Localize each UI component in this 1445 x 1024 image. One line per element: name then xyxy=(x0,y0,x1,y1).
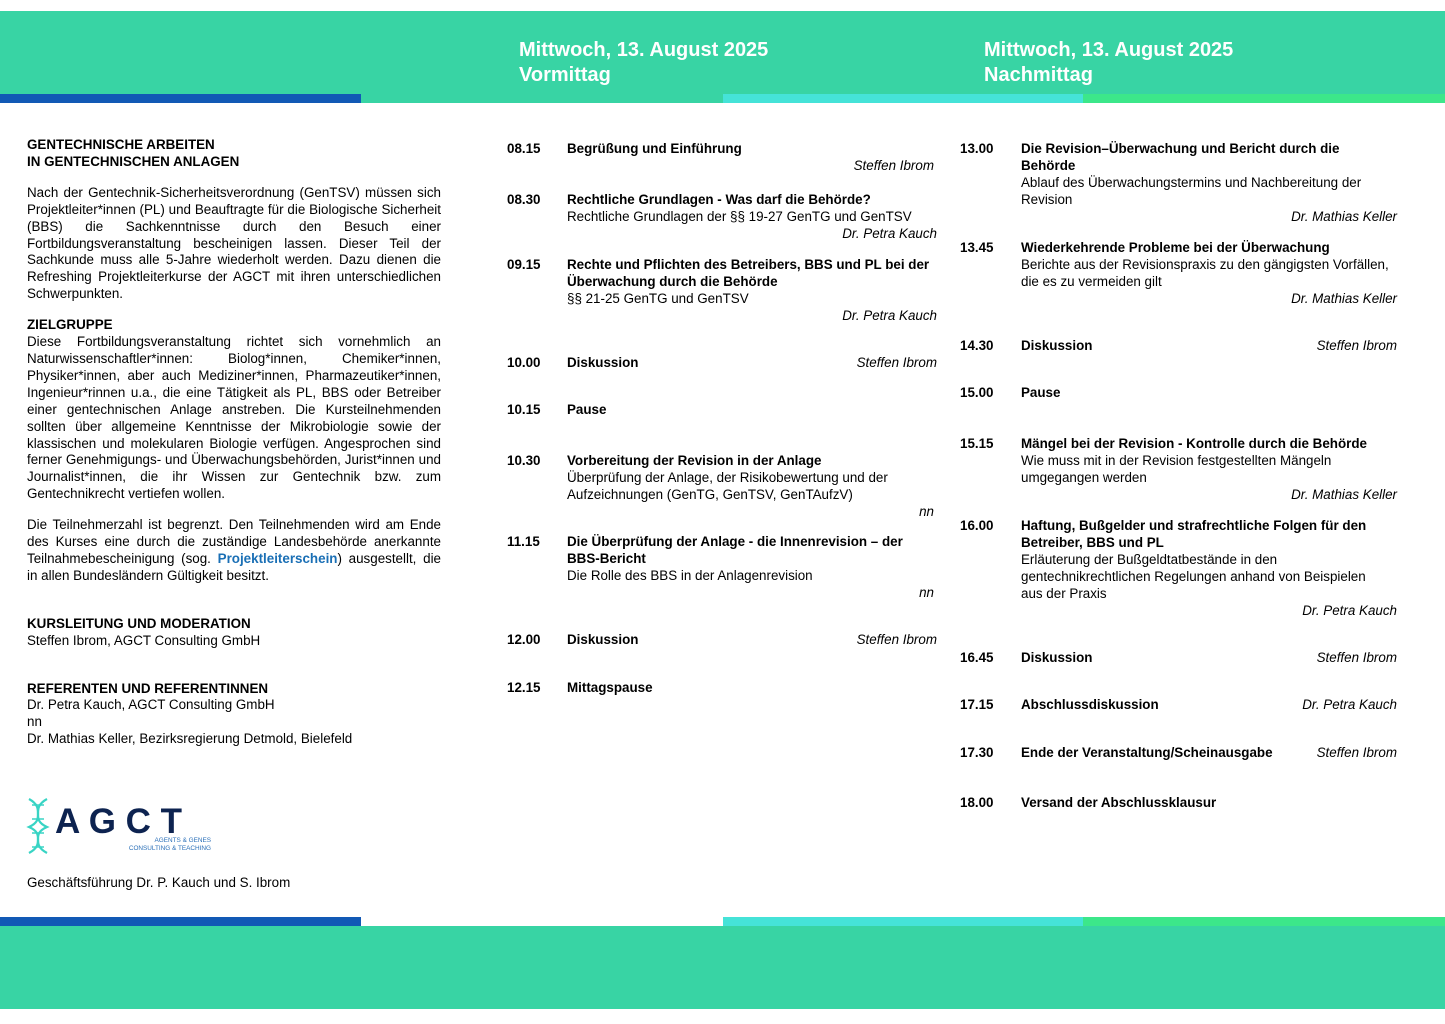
item-speaker: nn xyxy=(919,503,934,519)
item-time: 10.15 xyxy=(507,402,541,417)
ref-1: Dr. Petra Kauch, AGCT Consulting GmbH xyxy=(27,697,275,713)
item-desc: Wie muss mit in der Revision festgestellten Mängeln umgegangen werden xyxy=(1021,452,1332,485)
item-desc: Ablauf des Überwachungstermins und Nachbereitung der Revision xyxy=(1021,174,1362,207)
item-title: Pause xyxy=(1021,385,1061,400)
item-time: 09.15 xyxy=(507,257,541,272)
limit-text-after: ) ausgestellt, die in allen Bundesländern Gültigkeit besitzt. xyxy=(27,550,441,583)
afternoon-date: Mittwoch, 13. August 2025 xyxy=(984,39,1234,61)
item-desc: Überprüfung der Anlage, der Risikobewertung und der Aufzeichnungen (GenTG, GenTSV, GenTAufzV) xyxy=(567,469,888,502)
schedule-item xyxy=(960,518,1397,619)
item-speaker: Steffen Ibrom xyxy=(856,632,937,647)
item-time: 11.15 xyxy=(507,534,540,549)
footer-stripe-blue xyxy=(0,917,361,926)
limit-paragraph xyxy=(27,517,441,585)
item-title: Begrüßung und Einführung xyxy=(567,141,742,156)
item-speaker: nn xyxy=(919,584,934,600)
item-speaker: Dr. Petra Kauch xyxy=(1302,697,1397,712)
item-desc: §§ 21-25 GenTG und GenTSV xyxy=(567,290,749,306)
morning-date: Mittwoch, 13. August 2025 xyxy=(519,39,769,61)
item-speaker: Steffen Ibrom xyxy=(1316,745,1397,760)
item-time: 15.15 xyxy=(960,436,994,451)
afternoon-header xyxy=(984,38,1233,88)
item-time: 13.45 xyxy=(960,240,994,255)
item-speaker: Dr. Petra Kauch xyxy=(842,225,937,241)
item-speaker: Dr. Petra Kauch xyxy=(1302,602,1397,618)
item-speaker: Dr. Mathias Keller xyxy=(1291,486,1397,502)
item-title: Mittagspause xyxy=(567,680,653,695)
item-time: 16.00 xyxy=(960,518,994,533)
item-speaker: Steffen Ibrom xyxy=(856,355,937,370)
limit-text-before: Die Teilnehmerzahl ist begrenzt. Den Teilnehmenden wird am Ende des Kurses eine durch die zuständige Landesbehörde anerkannte Teilnahmebescheinigung (sog. xyxy=(27,517,441,566)
logo-sub2: CONSULTING & TEACHING xyxy=(128,845,211,852)
item-time: 17.15 xyxy=(960,697,994,712)
intro-heading xyxy=(27,137,441,171)
item-desc: Rechtliche Grundlagen der §§ 19-27 GenTG und GenTSV xyxy=(567,208,912,224)
schedule-item xyxy=(507,192,937,243)
item-title: Diskussion xyxy=(1021,338,1093,353)
schedule-item xyxy=(507,534,934,602)
item-title: Diskussion xyxy=(1021,650,1093,665)
item-time: 15.00 xyxy=(960,385,994,400)
item-title: Die Revision–Überwachung und Bericht durch die Behörde xyxy=(1021,141,1340,173)
item-title: Vorbereitung der Revision in der Anlage xyxy=(567,453,822,468)
footer-stripe-green xyxy=(1083,917,1445,926)
item-title: Haftung, Bußgelder und strafrechtliche Folgen für den Betreiber, BBS und PL xyxy=(1021,518,1367,550)
item-time: 12.00 xyxy=(507,632,541,647)
item-title: Diskussion xyxy=(567,632,639,647)
schedule-item xyxy=(507,257,937,325)
item-desc: Berichte aus der Revisionspraxis zu den gängigsten Vorfällen, die es zu vermeiden gilt xyxy=(1021,256,1389,289)
item-time: 17.30 xyxy=(960,745,994,760)
item-time: 16.45 xyxy=(960,650,994,665)
intro-heading-line1: GENTECHNISCHE ARBEITEN xyxy=(27,137,215,152)
item-desc: Erläuterung der Bußgeldtatbestände in den gentechnikrechtlichen Regelungen anhand von Beispielen aus der Praxis xyxy=(1021,551,1366,601)
header-stripe-green xyxy=(1083,94,1445,103)
item-title: Ende der Veranstaltung/Scheinausgabe xyxy=(1021,745,1273,760)
item-desc: Die Rolle des BBS in der Anlagenrevision xyxy=(567,567,813,583)
schedule-item xyxy=(960,240,1397,308)
item-title: Wiederkehrende Probleme bei der Überwachung xyxy=(1021,240,1330,255)
intro-heading-line2: IN GENTECHNISCHEN ANLAGEN xyxy=(27,153,240,169)
afternoon-period: Nachmittag xyxy=(984,64,1093,86)
item-speaker: Dr. Mathias Keller xyxy=(1291,290,1397,306)
item-title: Mängel bei der Revision - Kontrolle durch die Behörde xyxy=(1021,436,1367,451)
management-text: Geschäftsführung Dr. P. Kauch und S. Ibrom xyxy=(27,875,291,890)
ref-heading: REFERENTEN UND REFERENTINNEN xyxy=(27,680,269,696)
footer-band xyxy=(0,926,1445,1009)
morning-header xyxy=(519,38,768,88)
intro-paragraph: Nach der Gentechnik-Sicherheitsverordnung (GenTSV) müssen sich Projektleiter*innen (PL) und Beauftragte für die Biologische Sicherheit (BBS) die Sachkenntnisse durch den Besuch einer Fortbildungsveranstaltung bescheinigen lassen. Dieser Teil der Sachkunde muss alle 5-Jahre wiederholt werden. Dazu dienen die Refreshing Projektleiterkurse der AGCT mit ihren unterschiedlichen Schwerpunkten. xyxy=(27,184,441,302)
target-heading: ZIELGRUPPE xyxy=(27,317,113,333)
item-title: Versand der Abschlussklausur xyxy=(1021,795,1217,810)
lead-text: Steffen Ibrom, AGCT Consulting GmbH xyxy=(27,632,261,648)
ref-3: Dr. Mathias Keller, Bezirksregierung Detmold, Bielefeld xyxy=(27,731,353,747)
projektleiterschein-link[interactable]: Projektleiterschein xyxy=(217,550,338,566)
item-time: 10.30 xyxy=(507,453,541,468)
morning-period: Vormittag xyxy=(519,64,611,86)
item-time: 13.00 xyxy=(960,141,994,156)
item-title: Pause xyxy=(567,402,607,417)
schedule-item xyxy=(507,141,934,175)
dna-helix-icon xyxy=(25,797,225,855)
schedule-item xyxy=(960,141,1397,226)
item-speaker: Steffen Ibrom xyxy=(1316,338,1397,353)
schedule-item xyxy=(507,453,934,521)
info-column xyxy=(27,137,441,748)
item-time: 10.00 xyxy=(507,355,541,370)
item-speaker: Steffen Ibrom xyxy=(853,157,934,173)
item-time: 08.15 xyxy=(507,141,541,156)
header-stripe-blue xyxy=(0,94,361,103)
logo-text: A G C T xyxy=(55,802,183,841)
item-time: 12.15 xyxy=(507,680,541,695)
footer-stripe-cyan xyxy=(723,917,1083,926)
agct-logo xyxy=(25,797,225,860)
logo-sub1: AGENTS & GENES xyxy=(154,837,211,844)
item-speaker: Steffen Ibrom xyxy=(1316,650,1397,665)
item-title: Rechtliche Grundlagen - Was darf die Behörde? xyxy=(567,192,871,207)
schedule-item xyxy=(960,436,1397,504)
item-time: 14.30 xyxy=(960,338,994,353)
item-title: Abschlussdiskussion xyxy=(1021,697,1159,712)
item-title: Diskussion xyxy=(567,355,639,370)
item-time: 18.00 xyxy=(960,795,994,810)
target-paragraph: Diese Fortbildungsveranstaltung richtet sich vornehmlich an Naturwissenschaftler*innen: Biolog*innen, Chemiker*innen, Physiker*innen, aber auch Mediziner*innen, Pharmazeutiker*innen, Ingenieur*rinnen u.a., die eine Tätigkeit als PL, BBS oder Betreiber einer gentechnischen Anlage anstreben. Die Kursteilnehmenden sollten über allgemeine Kenntnisse der Mikrobiologie sowie der klassischen und molekularen Biologie verfügen. Angesprochen sind ferner Genehmigungs- und Überwachungsbehörden, Jurist*innen und Journalist*innen, die ihr Wissen zur Gentechnik bzw. zum Gentechnikrecht vertiefen wollen. xyxy=(27,334,441,502)
header-stripe-cyan xyxy=(723,94,1083,103)
lead-heading: KURSLEITUNG UND MODERATION xyxy=(27,615,251,631)
ref-2: nn xyxy=(27,714,42,730)
item-speaker: Dr. Mathias Keller xyxy=(1291,208,1397,224)
item-time: 08.30 xyxy=(507,192,541,207)
item-title: Rechte und Pflichten des Betreibers, BBS und PL bei der Überwachung durch die Behörde xyxy=(567,257,930,289)
item-title: Die Überprüfung der Anlage - die Innenrevision – der BBS-Bericht xyxy=(567,534,903,566)
item-speaker: Dr. Petra Kauch xyxy=(842,307,937,323)
